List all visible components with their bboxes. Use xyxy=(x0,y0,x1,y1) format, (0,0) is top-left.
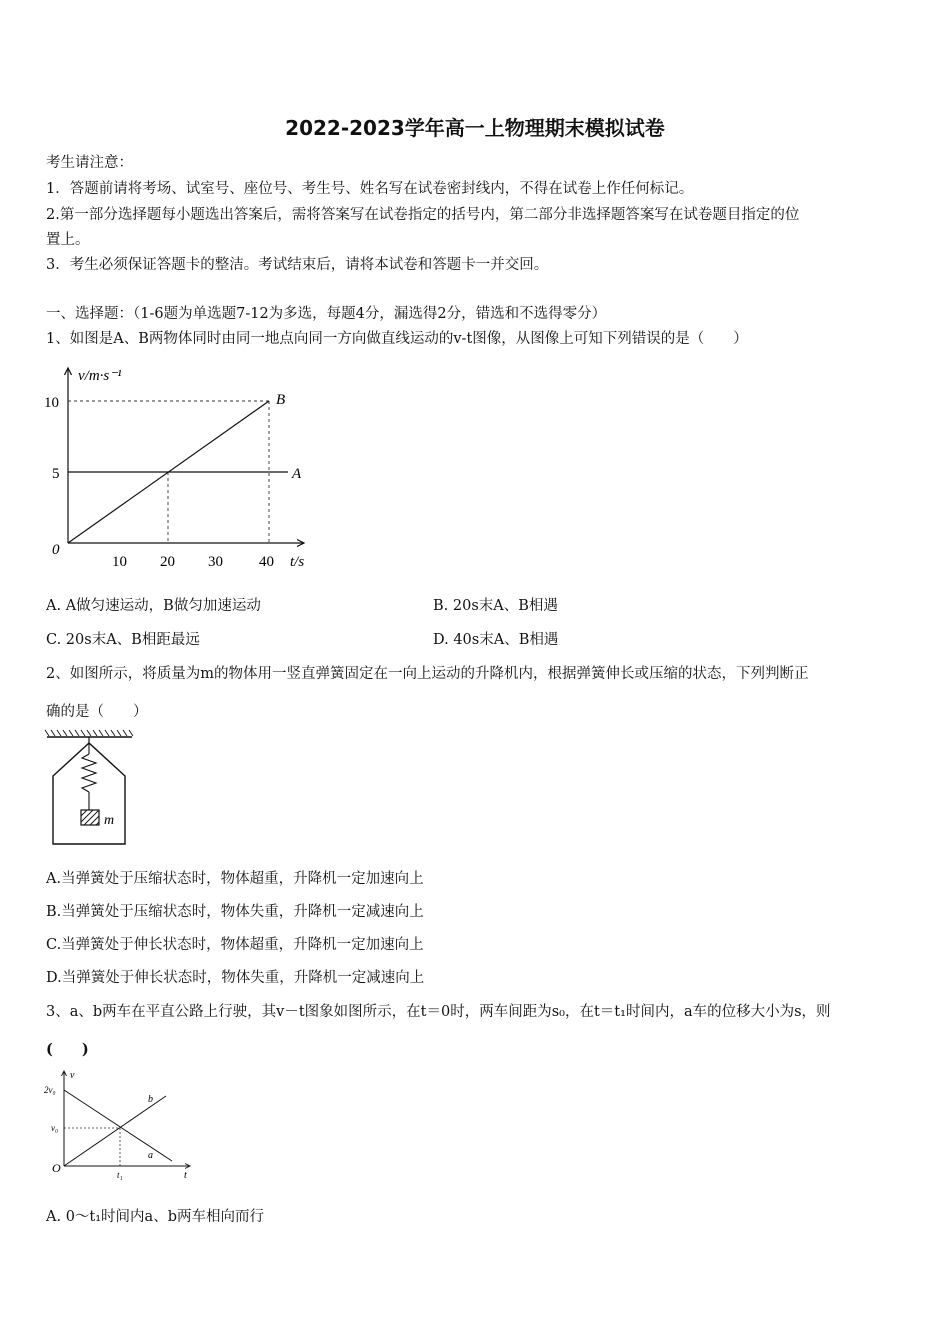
answer-option[interactable]: B. 20s末A、B相遇 xyxy=(433,598,558,614)
question-3-stem: 3、a、b两车在平直公路上行驶，其v－t图象如图所示，在t＝0时，两车间距为s₀，在t＝t₁时间内，a车的位移大小为s，则 xyxy=(46,1004,831,1020)
vt-graph-q3 xyxy=(40,1066,200,1186)
answer-option[interactable]: C. 20s末A、B相距最远 xyxy=(46,632,200,648)
vt-graph-q1 xyxy=(44,362,324,577)
page-title: 2022-2023学年高一上物理期末模拟试卷 xyxy=(285,116,665,140)
question-3-stem: ( ) xyxy=(46,1041,89,1058)
answer-option[interactable]: A. 0～t₁时间内a、b两车相向而行 xyxy=(46,1209,264,1225)
answer-option[interactable]: A. A做匀速运动，B做匀加速运动 xyxy=(46,598,261,614)
elevator-diagram xyxy=(44,728,139,850)
answer-option[interactable]: B.当弹簧处于压缩状态时，物体失重，升降机一定减速向上 xyxy=(46,904,424,920)
x-tick-label: 30 xyxy=(208,554,223,570)
notice-item: 3．考生必须保证答题卡的整洁。考试结束后，请将本试卷和答题卡一并交回。 xyxy=(46,257,549,273)
notice-heading: 考生请注意： xyxy=(46,155,133,171)
x-tick-label: 10 xyxy=(112,554,127,570)
y-tick-label: 10 xyxy=(44,395,59,411)
line-b-label: b xyxy=(148,1094,153,1105)
question-2-stem: 确的是（ ） xyxy=(46,704,148,720)
answer-option[interactable]: A.当弹簧处于压缩状态时，物体超重，升降机一定加速向上 xyxy=(46,871,424,887)
x-axis-label: t xyxy=(184,1170,187,1181)
y-tick-label: 2v₀ xyxy=(44,1085,56,1095)
line-b-label: B xyxy=(276,392,286,408)
line-a-label: A xyxy=(292,466,302,482)
y-axis-label: v xyxy=(70,1070,75,1081)
mass-label: m xyxy=(104,813,115,828)
answer-option[interactable]: C.当弹簧处于伸长状态时，物体超重，升降机一定加速向上 xyxy=(46,937,424,953)
question-1-stem: 1、如图是A、B两物体同时由同一地点向同一方向做直线运动的v-t图像，从图像上可知下列错误的是（ ） xyxy=(46,331,748,347)
x-axis-label: t/s xyxy=(290,554,305,570)
ceiling-hatch xyxy=(45,730,133,736)
question-2-stem: 2、如图所示，将质量为m的物体用一竖直弹簧固定在一向上运动的升降机内，根据弹簧伸长或压缩的状态，下列判断正 xyxy=(46,666,809,682)
y-axis-label: v/m·s⁻¹ xyxy=(78,368,122,384)
line-a-label: a xyxy=(148,1150,153,1161)
notice-item: 2.第一部分选择题每小题选出答案后，需将答案写在试卷指定的括号内，第二部分非选择题答案写在试卷题目指定的位 xyxy=(46,207,800,223)
line-a xyxy=(64,1090,172,1161)
x-tick-label: t₁ xyxy=(117,1170,123,1180)
origin-label: O xyxy=(52,1161,61,1175)
y-tick-label: v₀ xyxy=(51,1123,59,1133)
x-tick-label: 40 xyxy=(259,554,274,570)
x-tick-label: 20 xyxy=(160,554,175,570)
y-tick-label: 5 xyxy=(52,466,60,482)
answer-option[interactable]: D. 40s末A、B相遇 xyxy=(433,632,559,648)
notice-item: 1．答题前请将考场、试室号、座位号、考生号、姓名写在试卷密封线内，不得在试卷上作任何标记。 xyxy=(46,181,694,197)
origin-label: 0 xyxy=(52,542,60,558)
section-heading: 一、选择题：（1-6题为单选题7-12为多选，每题4分，漏选得2分，错选和不选得零分） xyxy=(46,306,607,322)
spring xyxy=(82,754,96,792)
answer-option[interactable]: D.当弹簧处于伸长状态时，物体失重，升降机一定减速向上 xyxy=(46,970,425,986)
notice-item: 置上。 xyxy=(46,232,90,248)
